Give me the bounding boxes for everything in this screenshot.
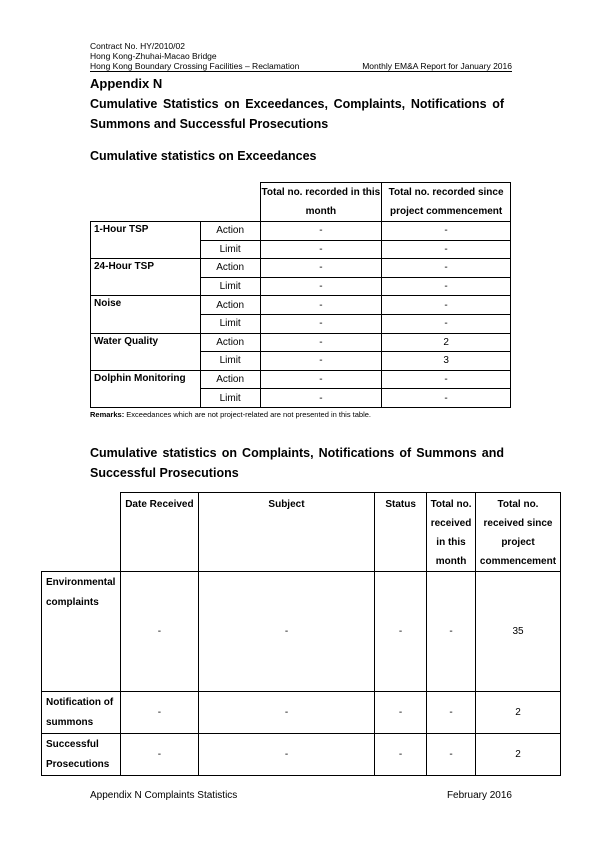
table-row — [91, 296, 511, 315]
table-row — [91, 222, 511, 241]
column-header-since: Total no. recorded since project commencement — [382, 183, 511, 222]
value-since: - — [382, 296, 511, 315]
parameter-name: Noise — [91, 296, 201, 333]
table-row — [42, 692, 561, 734]
value-month: - — [260, 240, 382, 259]
header-report-title: Monthly EM&A Report for January 2016 — [362, 61, 512, 71]
value-date: - — [120, 692, 198, 734]
category-label: Environmental complaints — [42, 572, 121, 692]
value-status: - — [375, 734, 427, 776]
page-title-line2: Summons and Successful Prosecutions — [90, 117, 329, 131]
value-since: 3 — [382, 352, 511, 371]
value-month: - — [260, 314, 382, 333]
section-title-complaints-line1: Cumulative statistics on Complaints, Notifications of Summons and — [90, 446, 504, 460]
parameter-name: 1-Hour TSP — [91, 222, 201, 259]
parameter-name: 24-Hour TSP — [91, 259, 201, 296]
footer-right: February 2016 — [446, 790, 512, 801]
value-since: - — [382, 277, 511, 296]
value-subject: - — [198, 692, 374, 734]
value-since: - — [382, 222, 511, 241]
category-label: Notification of summons — [42, 692, 121, 734]
column-header-subject: Subject — [198, 493, 374, 572]
header-rule — [90, 71, 512, 72]
column-header-date: Date Received — [120, 493, 198, 572]
header-facility-name: Hong Kong Boundary Crossing Facilities – Reclamation — [90, 61, 300, 71]
section-title-complaints — [90, 443, 504, 483]
value-subject: - — [198, 734, 374, 776]
level-label: Limit — [200, 352, 260, 371]
level-label: Action — [200, 222, 260, 241]
value-month: - — [427, 692, 476, 734]
column-header-since: Total no. received since project commencement — [476, 493, 561, 572]
table-header-row — [42, 493, 561, 572]
value-since: - — [382, 240, 511, 259]
table-header-row — [91, 183, 511, 222]
remarks-text: Exceedances which are not project-related are not presented in this table. — [124, 410, 371, 419]
value-month: - — [260, 352, 382, 371]
header-project-name: Hong Kong-Zhuhai-Macao Bridge — [90, 51, 217, 61]
value-since: 35 — [476, 572, 561, 692]
category-label: Successful Prosecutions — [42, 734, 121, 776]
level-label: Limit — [200, 389, 260, 408]
column-header-status: Status — [375, 493, 427, 572]
table-row — [42, 734, 561, 776]
remarks-label: Remarks: — [90, 410, 125, 419]
value-since: 2 — [382, 333, 511, 352]
section-title-complaints-line2: Successful Prosecutions — [90, 466, 239, 480]
column-header-month: Total no. received in this month — [427, 493, 476, 572]
value-month: - — [260, 259, 382, 278]
value-date: - — [120, 572, 198, 692]
remarks — [90, 410, 371, 419]
value-since: - — [382, 370, 511, 389]
level-label: Action — [200, 333, 260, 352]
value-month: - — [260, 222, 382, 241]
value-since: - — [382, 314, 511, 333]
value-month: - — [260, 389, 382, 408]
value-status: - — [375, 572, 427, 692]
parameter-name: Dolphin Monitoring — [91, 370, 201, 407]
level-label: Action — [200, 259, 260, 278]
table-row — [91, 333, 511, 352]
level-label: Limit — [200, 240, 260, 259]
level-label: Limit — [200, 314, 260, 333]
value-since: 2 — [476, 734, 561, 776]
level-label: Action — [200, 296, 260, 315]
value-since: 2 — [476, 692, 561, 734]
table-row — [91, 259, 511, 278]
value-month: - — [260, 333, 382, 352]
value-month: - — [427, 734, 476, 776]
column-header-month: Total no. recorded in this month — [260, 183, 382, 222]
section-title-exceedances: Cumulative statistics on Exceedances — [90, 149, 317, 163]
parameter-name: Water Quality — [91, 333, 201, 370]
exceedance-table — [90, 182, 511, 408]
value-month: - — [260, 277, 382, 296]
value-date: - — [120, 734, 198, 776]
value-month: - — [260, 296, 382, 315]
footer-left: Appendix N Complaints Statistics — [90, 790, 238, 801]
value-subject: - — [198, 572, 374, 692]
value-month: - — [427, 572, 476, 692]
value-status: - — [375, 692, 427, 734]
table-row — [91, 370, 511, 389]
value-since: - — [382, 259, 511, 278]
table-row — [42, 572, 561, 692]
value-month: - — [260, 370, 382, 389]
value-since: - — [382, 389, 511, 408]
page-title-line1: Cumulative Statistics on Exceedances, Complaints, Notifications of — [90, 97, 504, 111]
appendix-label: Appendix N — [90, 76, 163, 91]
level-label: Limit — [200, 277, 260, 296]
complaints-table — [41, 492, 561, 776]
page-title — [90, 94, 504, 134]
level-label: Action — [200, 370, 260, 389]
header-contract-no: Contract No. HY/2010/02 — [90, 41, 185, 51]
